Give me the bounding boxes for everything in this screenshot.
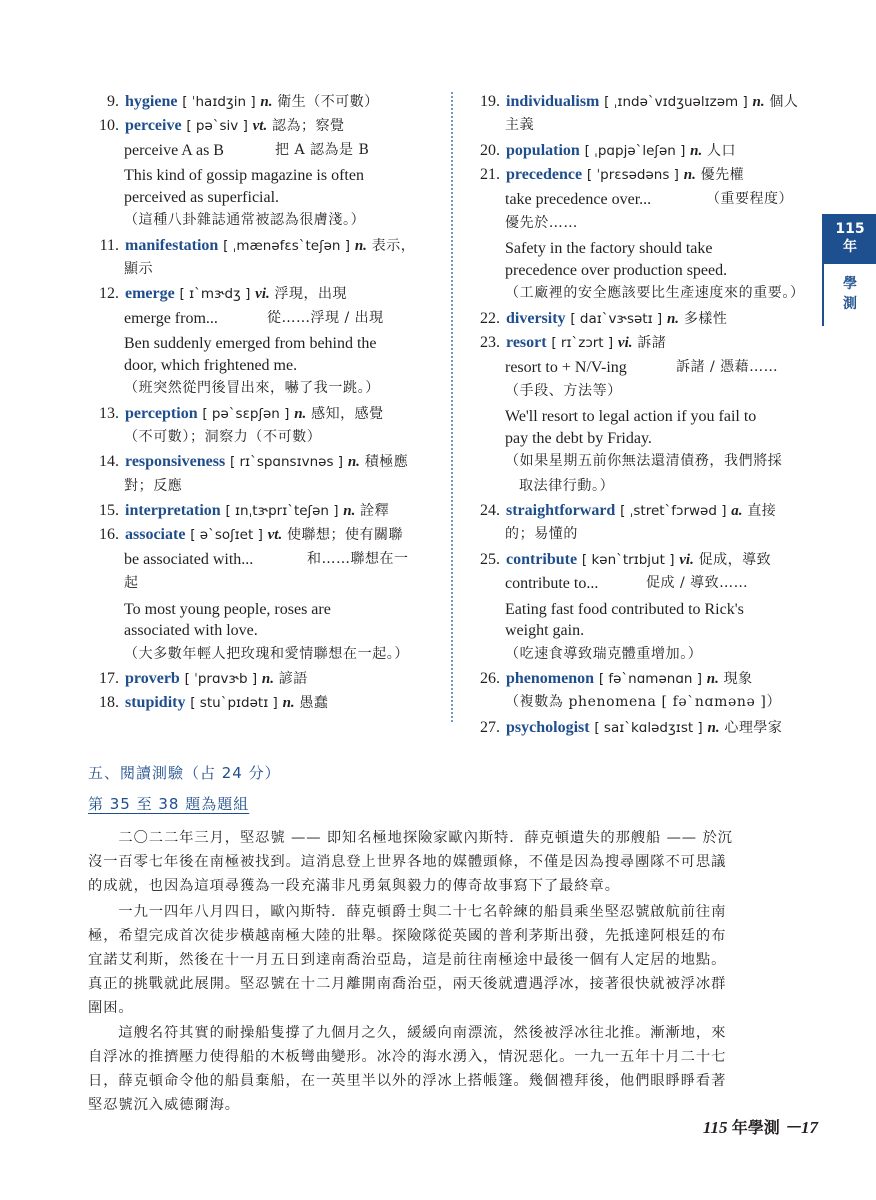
- phrase-text: be associated with...: [124, 550, 254, 568]
- part-of-speech: a.: [731, 503, 743, 520]
- side-tab-year-number: 115: [835, 221, 865, 237]
- definition: 個人: [769, 94, 799, 110]
- part-of-speech: n.: [347, 454, 360, 471]
- passage-line: 圍困。: [88, 1000, 134, 1016]
- headword: perception: [125, 404, 198, 422]
- entry-number: 15.: [99, 502, 119, 520]
- translation-line: [469, 379, 809, 403]
- part-of-speech: vt.: [267, 527, 283, 544]
- translation-line: [88, 425, 434, 449]
- vocab-entry: [88, 233, 434, 257]
- example-sentence: [88, 355, 434, 377]
- translation-line: [469, 113, 809, 137]
- translation-text: 的；易懂的: [505, 526, 578, 543]
- entry-number: 14.: [99, 453, 119, 471]
- entry-number: 19.: [480, 93, 500, 110]
- phonetic: [ ˈprɑvɝb ]: [184, 671, 258, 688]
- translation-line: [88, 642, 434, 666]
- translation-text: 主義: [505, 117, 535, 134]
- passage-paragraph: [88, 900, 808, 1020]
- translation-line: [469, 281, 809, 305]
- headword: diversity: [506, 309, 566, 327]
- passage-line: 沒一百零七年後在南極被找到。這消息登上世界各地的媒體頭條，不僅是因為搜尋團隊不可思議: [88, 854, 727, 870]
- footer-exam-name: 年學測: [731, 1118, 780, 1137]
- part-of-speech: vi.: [679, 551, 694, 568]
- part-of-speech: n.: [666, 310, 680, 327]
- headword: interpretation: [125, 502, 221, 520]
- entry-number: 18.: [99, 694, 119, 712]
- phonetic: [ ɪnˌtɝprɪˋteʃən ]: [225, 503, 339, 520]
- vocab-entry: [469, 306, 809, 330]
- headword: individualism: [506, 93, 600, 110]
- example-sentence: [469, 406, 809, 428]
- example-text: Ben suddenly emerged from behind the: [124, 335, 377, 353]
- headword: responsiveness: [125, 453, 226, 471]
- translation-text: 顯示: [124, 260, 154, 277]
- footer-exam-year: 115: [702, 1118, 728, 1137]
- phrase-text: contribute to...: [505, 575, 599, 593]
- phrase-text: perceive A as B: [124, 141, 224, 159]
- definition: 優先權: [700, 167, 745, 184]
- entry-number: 12.: [99, 285, 119, 303]
- entry-number: 9.: [107, 93, 119, 110]
- section-title: 五、閱讀測驗（占 24 分）: [88, 764, 281, 782]
- phrase-meaning: （重要程度）: [706, 190, 793, 207]
- page-footer: [703, 1113, 818, 1138]
- example-sentence: [469, 599, 809, 621]
- phonetic: [ stuˋpɪdətɪ ]: [190, 695, 278, 712]
- vocab-entry: [469, 162, 809, 186]
- phonetic: [ ˈprɛsədəns ]: [586, 167, 679, 184]
- headword: straightforward: [506, 502, 616, 520]
- phrase-meaning: 把 A 認為是 B: [275, 141, 370, 158]
- headword: psychologist: [506, 718, 590, 736]
- translation-line: [469, 690, 809, 714]
- vocab-entry: [88, 449, 434, 473]
- translation-text: （吃速食導致瑞克體重增加。）: [505, 645, 703, 662]
- vocab-entry: [88, 281, 434, 305]
- vocab-entry: [88, 401, 434, 425]
- passage-line: 這艘名符其實的耐操船隻撐了九個月之久，緩緩向南漂流，然後被浮冰往北推。漸漸地，來: [88, 1025, 727, 1041]
- passage-line: 二〇二二年三月，堅忍號 —— 即知名極地探險家歐內斯特．薛克頓遺失的那艘船 —— 於沉: [88, 830, 733, 846]
- definition: 認為；察覺: [272, 118, 345, 135]
- entry-number: 10.: [99, 117, 119, 135]
- headword: precedence: [506, 166, 583, 184]
- part-of-speech: n.: [706, 671, 719, 688]
- passage-line: 真正的挑戰就此展開。堅忍號在十二月離開南喬治亞，兩天後就遭遇浮冰，接著很快就被浮冰群: [88, 976, 727, 992]
- part-of-speech: n.: [707, 719, 720, 736]
- example-sentence: [88, 599, 434, 621]
- example-text: This kind of gossip magazine is often: [124, 167, 364, 185]
- example-text: pay the debt by Friday.: [505, 429, 652, 447]
- example-text: Eating fast food contributed to Rick's: [505, 600, 744, 618]
- part-of-speech: n.: [261, 671, 275, 688]
- usage-phrase: [469, 187, 809, 211]
- definition: 現象: [723, 671, 753, 688]
- part-of-speech: vi.: [255, 286, 270, 303]
- vocab-entry: [469, 89, 809, 113]
- phrase-text: emerge from...: [124, 309, 218, 327]
- vocab-column-left: [88, 89, 434, 715]
- phonetic: [ ˌpɑpjəˋleʃən ]: [584, 142, 686, 159]
- passage-line: 自浮冰的推擠壓力使得船的木板彎曲變形。冰冷的海水湧入，情況惡化。一九一五年十月二十七: [88, 1049, 727, 1065]
- definition: 浮現，出現: [274, 286, 348, 303]
- translation-text: （大多數年輕人把玫瑰和愛情聯想在一起。）: [124, 645, 409, 662]
- part-of-speech: n.: [752, 94, 765, 110]
- vocab-entry: [469, 666, 809, 690]
- part-of-speech: n.: [683, 167, 696, 184]
- entry-number: 27.: [480, 718, 500, 736]
- definition: 促成，導致: [698, 551, 772, 568]
- example-text: perceived as superficial.: [124, 188, 280, 206]
- phrase-text: take precedence over...: [505, 190, 652, 208]
- vocab-entry: [88, 498, 434, 522]
- entry-number: 16.: [99, 526, 119, 544]
- headword: resort: [506, 334, 547, 352]
- entry-number: 20.: [480, 141, 500, 159]
- phonetic: [ ˈhaɪdʒin ]: [182, 94, 256, 110]
- phrase-meaning: 訴諸 / 憑藉……: [676, 358, 779, 375]
- headword: stupidity: [125, 694, 186, 712]
- part-of-speech: n.: [294, 405, 307, 422]
- example-sentence: [88, 333, 434, 355]
- translation-line: [469, 449, 809, 473]
- translation-text: （複數為 phenomena [ fəˋnɑmənə ]）: [505, 694, 782, 711]
- vocab-entry: [469, 138, 809, 162]
- vocab-column-right: [469, 89, 809, 739]
- usage-phrase: [469, 571, 809, 595]
- vocab-entry: [469, 498, 809, 522]
- entry-number: 23.: [480, 334, 500, 352]
- translation-line: [469, 642, 809, 666]
- translation-text: （班突然從門後冒出來，嚇了我一跳。）: [124, 380, 380, 397]
- phrase-text: resort to + N/V-ing: [505, 358, 627, 376]
- passage-line: 一九一四年八月四日，歐內斯特．薛克頓爵士與二十七名幹練的船員乘坐堅忍號啟航前往南: [88, 904, 727, 920]
- part-of-speech: n.: [354, 237, 367, 254]
- definition: 訴諸: [637, 335, 667, 352]
- headword: manifestation: [125, 236, 219, 254]
- usage-phrase: [88, 138, 434, 162]
- phrase-meaning: 從……浮現 / 出現: [267, 309, 384, 326]
- translation-line: [88, 571, 434, 595]
- part-of-speech: n.: [690, 142, 703, 159]
- definition: 人口: [707, 142, 737, 159]
- side-tab-exam-char-1: 學: [843, 276, 857, 292]
- example-text: Safety in the factory should take: [505, 240, 713, 258]
- definition: 使聯想；使有關聯: [286, 527, 403, 544]
- entry-number: 26.: [480, 670, 500, 688]
- usage-phrase: [88, 306, 434, 330]
- vocab-entry: [88, 690, 434, 714]
- translation-line: [469, 522, 809, 546]
- definition: 愚蠢: [299, 695, 329, 712]
- example-text: To most young people, roses are: [124, 600, 331, 618]
- side-tab-year-char: 年: [843, 239, 857, 255]
- passage-paragraph: [88, 826, 808, 898]
- question-group-title: 第 35 至 38 題為題組: [88, 795, 250, 813]
- example-text: associated with love.: [124, 622, 258, 640]
- definition: 衛生（不可數）: [277, 94, 379, 110]
- footer-page-number: －17: [784, 1118, 818, 1137]
- headword: population: [506, 141, 580, 159]
- vocab-entry: [469, 715, 809, 739]
- passage-line: 極，希望完成首次徒步橫越南極大陸的壯舉。探險隊從英國的普利茅斯出發，先抵達阿根廷的布: [88, 928, 727, 944]
- example-sentence: [88, 620, 434, 642]
- headword: contribute: [506, 550, 578, 568]
- part-of-speech: vi.: [617, 335, 633, 352]
- side-tab-exam-char-2: 測: [843, 296, 857, 312]
- entry-number: 24.: [480, 502, 500, 520]
- phrase-meaning: 促成 / 導致……: [646, 575, 749, 592]
- translation-text: （如果星期五前你無法還清債務，我們將採: [505, 453, 783, 470]
- phonetic: [ pəˋsɛpʃən ]: [202, 405, 290, 422]
- example-text: door, which frightened me.: [124, 356, 298, 374]
- entry-number: 13.: [99, 404, 119, 422]
- phonetic: [ ˌɪndəˋvɪdʒuəlɪzəm ]: [604, 94, 748, 110]
- vocab-entry: [88, 666, 434, 690]
- headword: hygiene: [125, 93, 178, 110]
- translation-line: [469, 211, 809, 235]
- definition: 感知，感覺: [311, 405, 384, 422]
- part-of-speech: vt.: [252, 118, 268, 135]
- example-text: We'll resort to legal action if you fail to: [505, 408, 757, 426]
- vocab-entry: [469, 330, 809, 354]
- passage-paragraph: [88, 1021, 808, 1117]
- passage-line: 堅忍號沉入威德爾海。: [88, 1097, 240, 1113]
- column-divider: [451, 92, 453, 722]
- translation-text: （工廠裡的安全應該要比生產速度來的重要。）: [505, 285, 805, 302]
- phonetic: [ ˌstretˋfɔrwəd ]: [620, 503, 727, 520]
- part-of-speech: n.: [260, 94, 273, 110]
- headword: emerge: [125, 285, 175, 303]
- headword: proverb: [125, 670, 180, 688]
- example-text: precedence over production speed.: [505, 261, 728, 279]
- translation-line: [469, 474, 809, 498]
- vocab-entry: [88, 113, 434, 137]
- definition: 詮釋: [360, 503, 390, 520]
- usage-phrase: [469, 355, 809, 379]
- example-text: weight gain.: [505, 622, 585, 640]
- translation-text: 對；反應: [124, 477, 183, 494]
- phonetic: [ əˋsoʃɪet ]: [190, 527, 263, 544]
- definition: 表示，: [371, 237, 416, 254]
- phonetic: [ ɪˋmɝdʒ ]: [179, 286, 251, 303]
- definition: 多樣性: [683, 310, 728, 327]
- translation-text: 優先於……: [505, 214, 578, 231]
- phonetic: [ kənˋtrɪbjut ]: [581, 551, 675, 568]
- definition: 心理學家: [724, 719, 783, 736]
- translation-text: （手段、方法等）: [505, 382, 622, 399]
- part-of-speech: n.: [343, 503, 356, 520]
- phonetic: [ rɪˋzɔrt ]: [551, 335, 614, 352]
- example-sentence: [469, 620, 809, 642]
- section-side-tab[interactable]: [822, 214, 876, 326]
- example-sentence: [469, 260, 809, 282]
- usage-phrase: [88, 547, 434, 571]
- translation-line: [88, 257, 434, 281]
- translation-text: （不可數）；洞察力（不可數）: [124, 428, 322, 445]
- phrase-meaning: 和……聯想在一: [307, 550, 409, 567]
- passage-line: 宜諾艾利斯，然後在十一月五日到達南喬治亞島，這是前往南極途中最後一個有人定居的地點。: [88, 952, 727, 968]
- side-tab-exam: [824, 264, 876, 326]
- definition: 直接: [747, 503, 777, 520]
- headword: perceive: [125, 117, 182, 135]
- translation-text: （這種八卦雜誌通常被認為很膚淺。）: [124, 212, 366, 229]
- phonetic: [ fəˋnɑmənɑn ]: [598, 671, 703, 688]
- passage-line: 日，薛克頓命令他的船員棄船，在一英里半以外的浮冰上搭帳篷。幾個禮拜後，他們眼睜睜看著: [88, 1073, 727, 1089]
- translation-line: [88, 474, 434, 498]
- translation-line: [88, 376, 434, 400]
- definition: 諺語: [278, 671, 308, 688]
- part-of-speech: n.: [282, 695, 295, 712]
- translation-line: [88, 208, 434, 232]
- phonetic: [ saɪˋkɑlədʒɪst ]: [594, 719, 703, 736]
- entry-number: 25.: [480, 550, 500, 568]
- vocab-entry: [469, 547, 809, 571]
- headword: phenomenon: [506, 670, 595, 688]
- example-sentence: [88, 165, 434, 187]
- entry-number: 11.: [99, 236, 119, 254]
- passage-line: 的成就，也因為這項尋獲為一段充滿非凡勇氣與毅力的傳奇故事寫下了最終章。: [88, 878, 620, 894]
- entry-number: 22.: [480, 309, 500, 327]
- vocab-entry: [88, 522, 434, 546]
- phonetic: [ rɪˋspɑnsɪvnəs ]: [229, 454, 344, 471]
- entry-number: 17.: [99, 670, 119, 688]
- translation-text: 取法律行動。）: [519, 477, 615, 494]
- entry-number: 21.: [480, 166, 500, 184]
- example-sentence: [469, 428, 809, 450]
- vocab-entry: [88, 89, 434, 113]
- definition: 積極應: [364, 454, 409, 471]
- headword: associate: [125, 526, 186, 544]
- phonetic: [ pəˋsiv ]: [186, 118, 248, 135]
- translation-text: 起: [124, 575, 139, 592]
- side-tab-year: [824, 214, 876, 264]
- example-sentence: [88, 187, 434, 209]
- phonetic: [ ˌmænəfɛsˋteʃən ]: [223, 237, 351, 254]
- phonetic: [ daɪˋvɝsətɪ ]: [570, 310, 663, 327]
- example-sentence: [469, 238, 809, 260]
